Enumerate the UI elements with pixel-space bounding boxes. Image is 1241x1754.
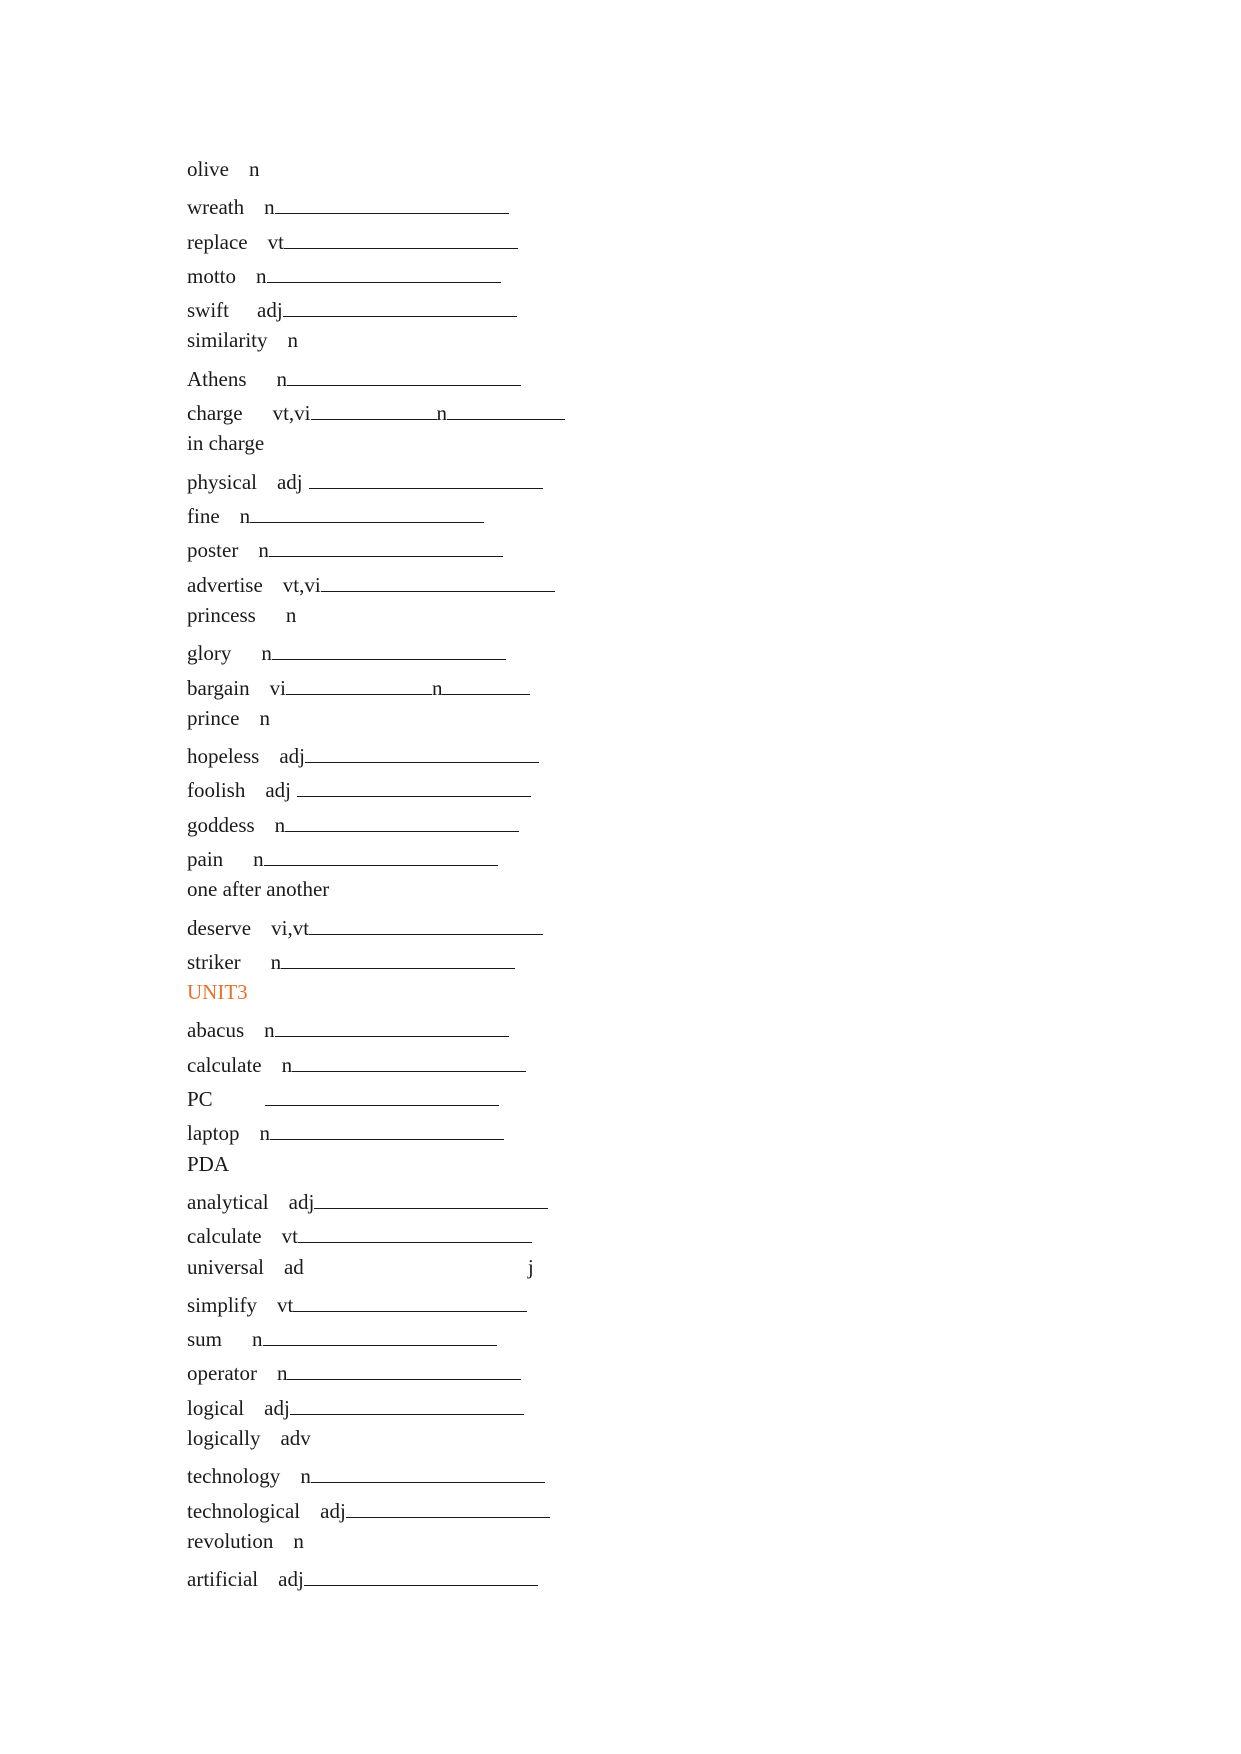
vocab-word: glory: [187, 641, 232, 666]
vocab-row: [187, 363, 1187, 397]
part-of-speech: n: [276, 366, 287, 391]
vocab-word: simplify: [187, 1292, 258, 1317]
answer-blank[interactable]: [287, 1357, 521, 1380]
part-of-speech: n: [270, 949, 282, 974]
vocab-word: goddess: [187, 812, 255, 837]
vocab-word: technology: [187, 1464, 281, 1489]
vocab-word: advertise: [187, 572, 263, 597]
answer-blank[interactable]: [272, 637, 506, 660]
vocab-row: [187, 740, 1187, 774]
vocab-row: [187, 569, 1187, 603]
vocab-word: artificial: [187, 1567, 259, 1592]
vocab-word: analytical: [187, 1189, 269, 1214]
answer-blank[interactable]: [285, 809, 519, 832]
part-of-speech: adj: [257, 298, 283, 323]
vocab-word: technological: [187, 1498, 301, 1523]
unit-title: UNIT3: [187, 980, 248, 1005]
unit-heading: [187, 980, 1187, 1014]
vocab-row: [187, 1220, 1187, 1254]
answer-blank[interactable]: [270, 1117, 504, 1140]
part-of-speech: adj: [264, 1395, 290, 1420]
answer-blank[interactable]: [275, 1014, 509, 1037]
vocab-word: wreath: [187, 195, 245, 220]
vocab-word: charge: [187, 401, 243, 426]
vocab-row: [187, 1357, 1187, 1391]
vocab-row: [187, 671, 1187, 705]
answer-blank[interactable]: [286, 671, 432, 694]
vocab-word: striker: [187, 949, 241, 974]
vocab-word: deserve: [187, 915, 252, 940]
answer-blank[interactable]: [293, 1289, 527, 1312]
vocabulary-list: [187, 157, 1187, 1597]
answer-blank[interactable]: [292, 1049, 526, 1072]
answer-blank[interactable]: [265, 1083, 499, 1106]
answer-blank[interactable]: [290, 1392, 524, 1415]
part-of-speech-tail: j: [527, 1254, 534, 1279]
answer-blank[interactable]: [269, 534, 503, 557]
part-of-speech: vt,vi: [272, 401, 311, 426]
answer-blank[interactable]: [284, 226, 518, 249]
vocab-row: [187, 1083, 1187, 1117]
vocab-word: replace: [187, 229, 248, 254]
vocab-row: [187, 1117, 1187, 1151]
vocab-row: [187, 500, 1187, 534]
vocab-word: laptop: [187, 1121, 240, 1146]
vocab-word: sum: [187, 1327, 223, 1352]
vocab-row: [187, 706, 1187, 740]
part-of-speech: adj: [320, 1498, 346, 1523]
vocab-row: [187, 912, 1187, 946]
part-of-speech: adj: [276, 469, 303, 494]
part-of-speech: adj: [278, 1567, 304, 1592]
vocab-row: [187, 1323, 1187, 1357]
vocab-word: operator: [187, 1361, 257, 1386]
part-of-speech: n: [258, 538, 269, 563]
vocab-row: [187, 809, 1187, 843]
answer-blank[interactable]: [311, 1460, 545, 1483]
answer-blank[interactable]: [297, 774, 531, 797]
vocab-word: in charge: [187, 431, 265, 456]
part-of-speech-secondary: n: [436, 401, 447, 426]
vocab-row: [187, 191, 1187, 225]
part-of-speech-secondary: n: [431, 675, 443, 700]
part-of-speech: vt: [281, 1224, 298, 1249]
answer-blank[interactable]: [283, 294, 517, 317]
answer-blank[interactable]: [346, 1495, 550, 1518]
vocab-word: calculate: [187, 1052, 262, 1077]
part-of-speech: vi: [269, 675, 286, 700]
vocab-word: pain: [187, 846, 224, 871]
vocab-row: [187, 397, 1187, 431]
part-of-speech: n: [239, 504, 251, 529]
part-of-speech: vt: [277, 1292, 294, 1317]
vocab-word: PC: [187, 1087, 213, 1112]
answer-blank-secondary[interactable]: [447, 397, 565, 420]
vocab-row: [187, 431, 1187, 465]
part-of-speech: n: [274, 812, 286, 837]
part-of-speech: n: [264, 195, 275, 220]
vocab-row: [187, 1563, 1187, 1597]
answer-blank[interactable]: [304, 1563, 538, 1586]
part-of-speech: n: [293, 1528, 304, 1553]
vocab-word: fine: [187, 504, 220, 529]
answer-blank[interactable]: [263, 1323, 497, 1346]
vocab-row: [187, 637, 1187, 671]
part-of-speech: n: [264, 1018, 275, 1043]
vocab-word: motto: [187, 263, 237, 288]
vocab-word: PDA: [187, 1151, 230, 1176]
vocab-word: revolution: [187, 1528, 274, 1553]
vocab-row: [187, 1014, 1187, 1048]
vocab-word: similarity: [187, 328, 268, 353]
vocab-word: logical: [187, 1395, 245, 1420]
answer-blank[interactable]: [275, 191, 509, 214]
part-of-speech: n: [300, 1464, 311, 1489]
answer-blank[interactable]: [281, 946, 515, 969]
answer-blank[interactable]: [311, 397, 437, 420]
part-of-speech: n: [253, 846, 264, 871]
vocab-word: bargain: [187, 675, 250, 700]
answer-blank[interactable]: [321, 569, 555, 592]
vocab-word: hopeless: [187, 744, 260, 769]
answer-blank[interactable]: [267, 260, 501, 283]
vocab-word: swift: [187, 298, 229, 323]
part-of-speech: vt,vi: [282, 572, 321, 597]
vocab-row: [187, 877, 1187, 911]
vocab-word: physical: [187, 469, 257, 494]
part-of-speech: adj: [279, 744, 305, 769]
vocab-word: calculate: [187, 1224, 262, 1249]
answer-blank[interactable]: [287, 363, 521, 386]
vocab-word: princess: [187, 602, 256, 627]
vocab-row: [187, 294, 1187, 328]
vocab-word: logically: [187, 1425, 261, 1450]
answer-blank[interactable]: [309, 912, 543, 935]
answer-blank-secondary[interactable]: [442, 671, 530, 694]
vocab-word: foolish: [187, 778, 246, 803]
part-of-speech: n: [281, 1052, 293, 1077]
part-of-speech: n: [285, 602, 297, 627]
vocab-row: [187, 843, 1187, 877]
vocab-row: [187, 1426, 1187, 1460]
vocab-word: poster: [187, 538, 239, 563]
part-of-speech: adv: [280, 1425, 311, 1450]
part-of-speech: vt: [267, 229, 284, 254]
part-of-speech: n: [259, 1121, 270, 1146]
vocab-row: [187, 1186, 1187, 1220]
part-of-speech: adj: [265, 778, 291, 803]
vocab-row: [187, 534, 1187, 568]
vocab-word: one after another: [187, 877, 330, 902]
vocab-row: [187, 1289, 1187, 1323]
vocab-row: [187, 1049, 1187, 1083]
vocab-row: [187, 1460, 1187, 1494]
vocab-word: Athens: [187, 366, 247, 391]
part-of-speech: adj: [288, 1189, 315, 1214]
vocab-word: olive: [187, 157, 229, 181]
answer-blank[interactable]: [250, 500, 484, 523]
vocab-row: [187, 466, 1187, 500]
vocab-row: [187, 603, 1187, 637]
vocab-row: [187, 1392, 1187, 1426]
vocab-word: universal: [187, 1254, 264, 1279]
answer-blank[interactable]: [314, 1186, 548, 1209]
answer-blank[interactable]: [298, 1220, 532, 1243]
part-of-speech: ad: [283, 1254, 304, 1279]
part-of-speech: n: [287, 328, 298, 353]
vocab-row: [187, 946, 1187, 980]
vocab-row: [187, 1495, 1187, 1529]
vocab-row: [187, 1529, 1187, 1563]
vocab-word: prince: [187, 705, 240, 730]
vocab-row: [187, 226, 1187, 260]
vocab-word: abacus: [187, 1018, 245, 1043]
answer-blank[interactable]: [305, 740, 539, 763]
part-of-speech: n: [249, 157, 260, 181]
vocab-row: [187, 328, 1187, 362]
vocab-row: [187, 1152, 1187, 1186]
answer-blank[interactable]: [264, 843, 498, 866]
vocab-row: [187, 1255, 1187, 1289]
part-of-speech: n: [261, 641, 272, 666]
answer-blank[interactable]: [309, 466, 543, 489]
vocab-row: [187, 774, 1187, 808]
vocab-row: [187, 157, 1187, 191]
part-of-speech: vi,vt: [271, 915, 310, 940]
part-of-speech: n: [259, 705, 270, 730]
part-of-speech: n: [276, 1361, 288, 1386]
vocab-row: [187, 260, 1187, 294]
part-of-speech: n: [256, 263, 267, 288]
part-of-speech: n: [252, 1327, 263, 1352]
